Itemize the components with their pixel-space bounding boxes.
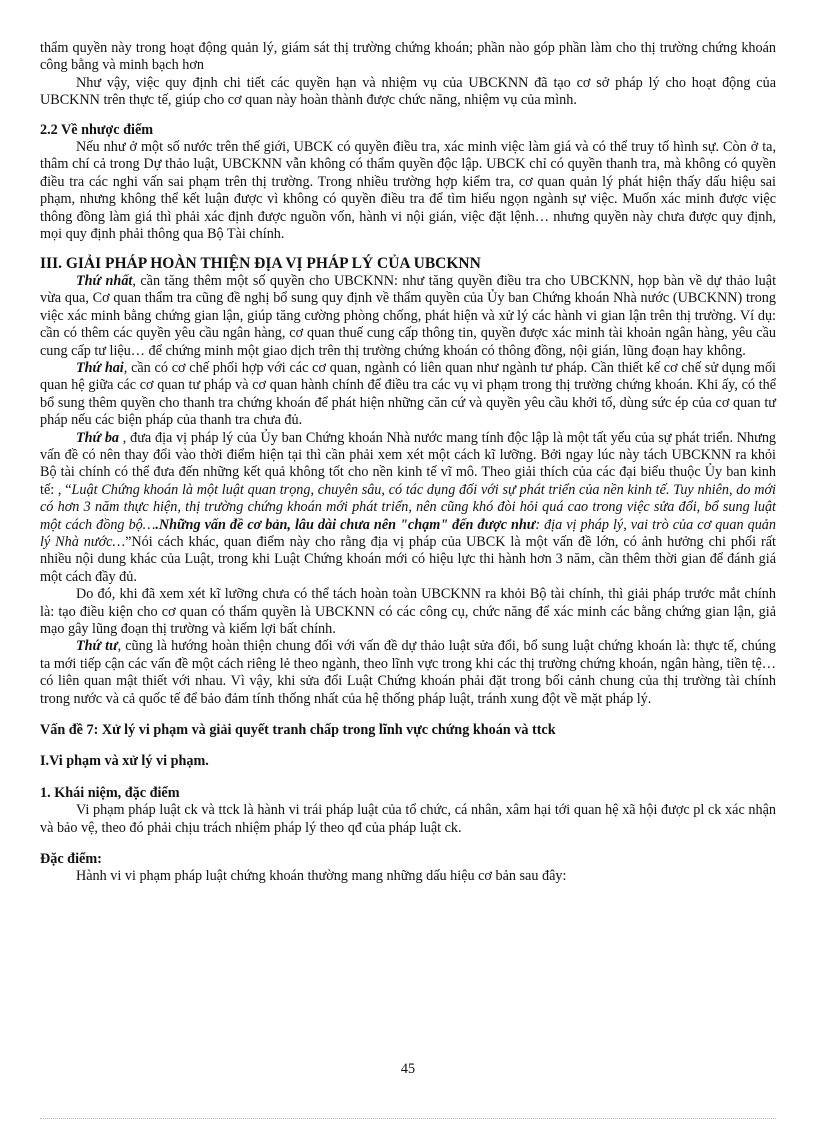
paragraph-text: , cần có cơ chế phối hợp với các cơ quan, ngành có liên quan như ngành tư pháp. Cần thiết kế cơ chế sử dụng mối quan hệ giữa các cơ quan tư pháp và cơ quan hành chính để điều tra các vụ vi phạm trong thị trường chứng khoán. Khi ấy, có thể bổ sung thêm quyền cho thanh tra chứng khoán để phát hiện những căn cứ và quyền yêu cầu khởi tố, dùng sức ép của cơ quan tư pháp nếu các biện pháp của thanh tra chưa đủ. (40, 359, 776, 429)
paragraph-summary: Như vậy, việc quy định chi tiết các quyền hạn và nhiệm vụ của UBCKNN đã tạo cơ sở pháp lý cho hoạt động của UBCKNN trên thực tế, giúp cho cơ quan này hoàn thành được chức năng, nhiệm vụ của mình. (40, 74, 776, 109)
heading-section-i: I.Vi phạm và xử lý vi phạm. (40, 753, 209, 770)
quote-bold-italic: .Những vấn đề cơ bản, lâu dài chưa nên "chạm" đến được như (155, 516, 536, 533)
lead-term: Thứ tư (76, 638, 118, 655)
lead-term: Thứ ba (76, 429, 120, 446)
paragraph-conclusion: Do đó, khi đã xem xét kĩ lưỡng chưa có thể tách hoàn toàn UBCKNN ra khỏi Bộ tài chính, thì giải pháp trước mắt chính là: tạo điều kiện cho cơ quan có thẩm quyền là UBCKNN có các công cụ, chức năng để xác minh các bằng chứng gian lận, giả mạo gây lũng đoạn thị trường và kiếm lợi bất chính. (40, 586, 776, 637)
paragraph-continuation: thẩm quyền này trong hoạt động quản lý, giám sát thị trường chứng khoán; phần nào góp phần làm cho thị trường chứng khoán công bằng và minh bạch hơn (40, 40, 776, 74)
paragraph-text: ”Nói cách khác, quan điểm này cho rằng địa vị pháp của UBCK là một vấn đề lớn, có ảnh hưởng chi phối rất nhiều nội dung khác của Luật, trong khi Luật Chứng khoán mới có hiệu lực thi hành hơn 3 năm, cần thêm thời gian để đánh giá một cách đầy đủ. (40, 533, 776, 585)
heading-characteristics: Đặc điểm: (40, 851, 102, 868)
heading-2-2: 2.2 Về nhược điểm (40, 121, 154, 138)
paragraph-definition: Vi phạm pháp luật ck và ttck là hành vi trái pháp luật của tổ chức, cá nhân, xâm hại tới quan hệ xã hội được pl ck xác nhận và bảo vệ, theo đó phải chịu trách nhiệm pháp lý theo qđ của pháp luật ck. (40, 802, 776, 836)
quote-italic: : địa vị pháp lý, vai trò của cơ quan quản lý Nhà nước… (40, 516, 776, 550)
paragraph-fourth-solution (40, 638, 776, 708)
heading-issue-7: Vấn đề 7: Xử lý vi phạm và giải quyết tranh chấp trong lĩnh vực chứng khoán và ttck (40, 722, 556, 739)
lead-term: Thứ hai (76, 359, 124, 376)
quote-italic: . Tuy nhiên, do mới có hơn 3 năm thực hiện, thị trường chứng khoán mới phát triển, nên cũng khó đòi hỏi quá cao trong việc sửa đổi, bổ sung luật một cách đồng bộ… (40, 481, 777, 533)
heading-section-iii: III. GIẢI PHÁP HOÀN THIỆN ĐỊA VỊ PHÁP LÝ CỦA UBCKNN (40, 255, 481, 273)
document-page (40, 40, 776, 886)
paragraph-text: , đưa địa vị pháp lý của Ủy ban Chứng khoán Nhà nước mang tính độc lập là một tất yếu của sự phát triển. Nhưng vấn đề có nên thay đổi vào thời điểm hiện tại thì cần phải xem xét một cách kĩ lưỡng. Bởi ngay lúc này tách UBCKNN ra khỏi Bộ tài chính có thể đưa đến những kết quả không tốt cho nền kinh tế vĩ mô. Theo giải thích của các đại biểu thuộc Ủy ban kinh tế: , “ (40, 429, 777, 498)
paragraph-weakness: Nếu như ở một số nước trên thế giới, UBCK có quyền điều tra, xác minh việc làm giá và có thể truy tố hình sự. Còn ở ta, thâm chí cả trong Dự thảo luật, UBCKNN vẫn không có thẩm quyền độc lập. UBCK chỉ có quyền thanh tra, mà không có quyền điều tra các nghi vấn sai phạm trên thị trường. Trong nhiều trường hợp kiểm tra, cơ quan quản lý phát hiện thấy dấu hiệu sai phạm, nhưng không thể kết luận được vì không có quyền điều tra để tìm hiểu ngọn ngành sự việc. Muốn xác minh được việc thông đồng làm giá thì phải xác định được nguồn vốn, hành vi nội gián, việc đặt lệnh… nhưng quyền này chưa được quy định, mọi quy định phải thông qua Bộ Tài chính. (40, 139, 776, 243)
paragraph-second-solution (40, 360, 776, 430)
paragraph-third-solution (40, 430, 776, 587)
page-number: 45 (400, 1061, 416, 1077)
paragraph-text: , cũng là hướng hoàn thiện chung đối với vấn đề dự thảo luật sửa đổi, bổ sung luật chứng khoán là: thực tế, chúng ta mới tiếp cận các vấn đề một cách riêng lẻ theo ngành, theo lĩnh vực trong khi các thị trường chứng khoán, ngân hàng, tiền tệ… có liên quan mật thiết với nhau. Vì vậy, khi sửa đổi Luật Chứng khoán phải đặt trong bối cảnh chung của thị trường tài chính trong nước và cả quốc tế để bảo đảm tính thống nhất của hệ thống pháp luật, tránh xung đột về mặt pháp lý. (40, 638, 776, 707)
footer-divider (40, 1118, 776, 1119)
paragraph-text: , cần tăng thêm một số quyền cho UBCKNN: như tăng quyền điều tra cho UBCKNN, họp bàn về dự thảo luật vừa qua, Cơ quan thẩm tra cũng đề nghị bổ sung quy định về thẩm quyền của Ủy ban Chứng khoán Nhà nước (UBCKNN) trong việc xác minh bằng chứng gian lận, giúp tăng cường phòng chống, phát hiện và xử lý các hành vi gian lận trên thị trường. Ví dụ: cần có thêm các quyền yêu cầu ngân hàng, cơ quan thuế cung cấp thông tin, quyền được xác minh tài khoản ngân hàng, yêu cầu cung cấp tư liệu… để chứng minh một giao dịch trên thị trường chứng khoán có thông đồng, nội gián, lũng đoạn hay không. (40, 272, 777, 359)
paragraph-first-solution (40, 273, 776, 360)
paragraph-characteristics: Hành vi vi phạm pháp luật chứng khoán thường mang những dấu hiệu cơ bản sau đây: (76, 868, 567, 885)
quote-italic: Luật Chứng khoán là một luật quan trọng, chuyên sâu, có tác dụng đối với sự phát triển của nền kinh tế (71, 481, 666, 498)
heading-1-concept: 1. Khái niệm, đặc điểm (40, 784, 180, 801)
lead-term: Thứ nhất (76, 272, 133, 289)
